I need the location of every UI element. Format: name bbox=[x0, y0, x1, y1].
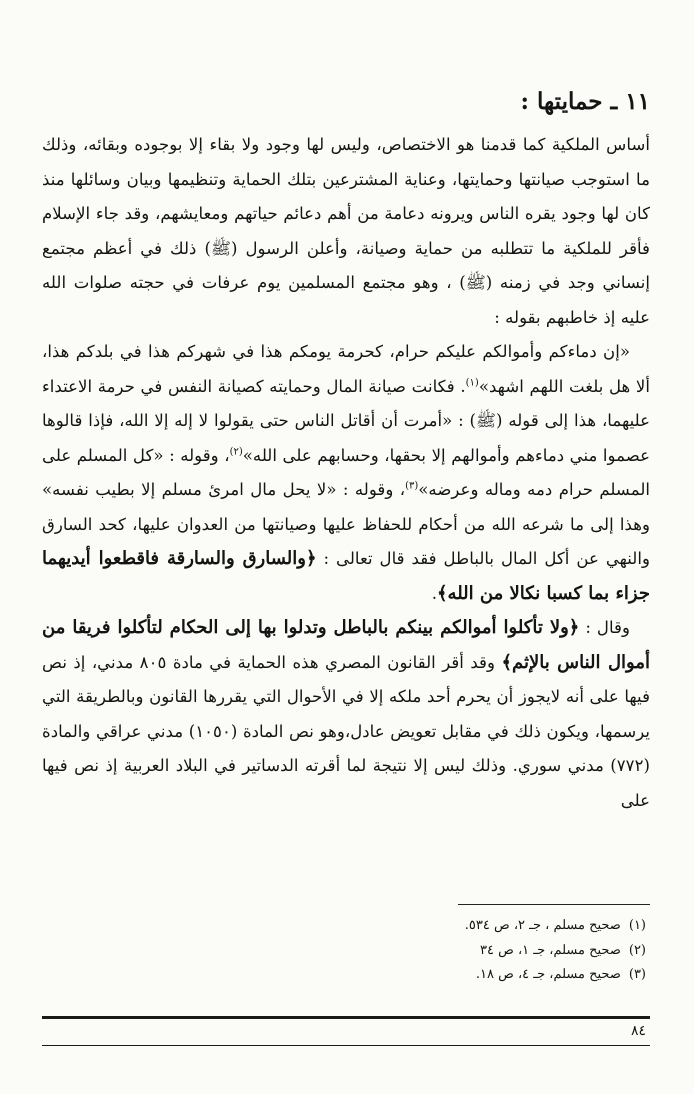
paragraph-3 bbox=[42, 611, 650, 818]
quran-verse-1: ﴿والسارق والسارقة فاقطعوا أيديهما جزاء بما كسبا نكالا من الله﴾ bbox=[42, 548, 650, 604]
section-heading: ١١ ـ حمايتها : bbox=[520, 88, 650, 115]
paragraph-2-text-b: ، وقوله : «كل المسلم على المسلم حرام دمه وماله وعرضه» bbox=[42, 445, 650, 499]
footnote-ref-3: (٣) bbox=[405, 480, 419, 492]
footnote-ref-2: (٢) bbox=[229, 445, 243, 457]
body-text bbox=[42, 128, 650, 818]
paragraph-2-text-a: . فكانت صيانة المال وحمايته كصيانة النفس في حرمة الاعتداء عليهما، هذا إلى قوله (ﷺ) : «أمرت أن أقاتل الناس حتى يقولوا لا إله إلا الله، فإذا قالوها عصموا مني دماءهم وأموالهم إلا بحقها، وحسابهم على الله» bbox=[42, 376, 650, 465]
footnotes bbox=[465, 914, 646, 988]
quran-verse-2: ﴿ولا تأكلوا أموالكم بينكم بالباطل وتدلوا بها إلى الحكام لتأكلوا فريقا من أموال الناس بالإثم﴾ bbox=[42, 617, 650, 673]
paragraph-3-intro: وقال : bbox=[579, 618, 630, 637]
footnote-text: صحيح مسلم، جـ ١، ص ٣٤ bbox=[480, 942, 621, 958]
footnote-item bbox=[465, 914, 646, 939]
footnote-text: صحيح مسلم، جـ ٤، ص ١٨. bbox=[475, 967, 621, 982]
paragraph-1: أساس الملكية كما قدمنا هو الاختصاص، وليس لها وجود ولا بقاء إلا بوجوده وبقائه، وذلك ما استوجب صيانتها وحمايتها، وعناية المشترعين بتلك الحماية وتنظيمها وبيان وسائلها منذ كان لها وجود يقره الناس ويرونه دعامة من أهم دعائم حياتهم ومعايشهم، وقد جاء الإسلام فأقر للملكية ما تتطلبه من حماية وصيانة، وأعلن الرسول (ﷺ) ذلك في أعظم مجتمع إنساني وجد في زمنه (ﷺ) ، وهو مجتمع المسلمين يوم عرفات في حجته صلوات الله عليه إذ خاطبهم بقوله : bbox=[42, 135, 650, 327]
footnote-item bbox=[465, 939, 646, 964]
footnote-divider bbox=[458, 904, 650, 905]
paragraph-2-text-c: ، وقوله : «لا يحل مال امرئ مسلم إلا بطيب نفسه» وهذا إلى ما شرعه الله من أحكام للحفاظ عليها وصيانتها من العدوان عليها، كحد السارق والنهي عن أكل المال بالباطل فقد قال تعالى : bbox=[42, 480, 650, 568]
footnote-number: (٣) bbox=[628, 967, 646, 982]
footnote-number: (٢) bbox=[628, 942, 646, 958]
page-footer-rule-thin bbox=[42, 1045, 650, 1046]
paragraph-2-end: . bbox=[431, 583, 437, 603]
footnote-text: صحيح مسلم ، جـ ٢، ص ٥٣٤. bbox=[464, 918, 621, 933]
footnote-number: (١) bbox=[628, 918, 646, 933]
paragraph-2 bbox=[42, 335, 650, 611]
page-footer-rule-thick bbox=[42, 1016, 650, 1019]
footnote-ref-1: (١) bbox=[465, 376, 479, 388]
page-number: ٨٤ bbox=[630, 1023, 646, 1039]
footnote-item bbox=[465, 963, 646, 988]
hadith-text-1: «إن دماءكم وأموالكم عليكم حرام، كحرمة يومكم هذا في شهركم هذا في بلدكم هذا، ألا هل بلغت اللهم اشهد» bbox=[42, 342, 650, 396]
paragraph-3-text: وقد أقر القانون المصري هذه الحماية في مادة ٨٠٥ مدني، إذ نص فيها على أنه لايجوز أن يحرم أحد ملكه إلا في الأحوال التي يقررها القانون وبالطريقة التي يرسمها، ويكون ذلك في مقابل تعويض عادل،وهو نص المادة (١٠٥٠) مدني عراقي والمادة (٧٧٢) مدني سوري. وذلك ليس إلا نتيجة لما أقرته الدساتير في البلاد العربية إذ نص فيها على bbox=[42, 652, 650, 810]
